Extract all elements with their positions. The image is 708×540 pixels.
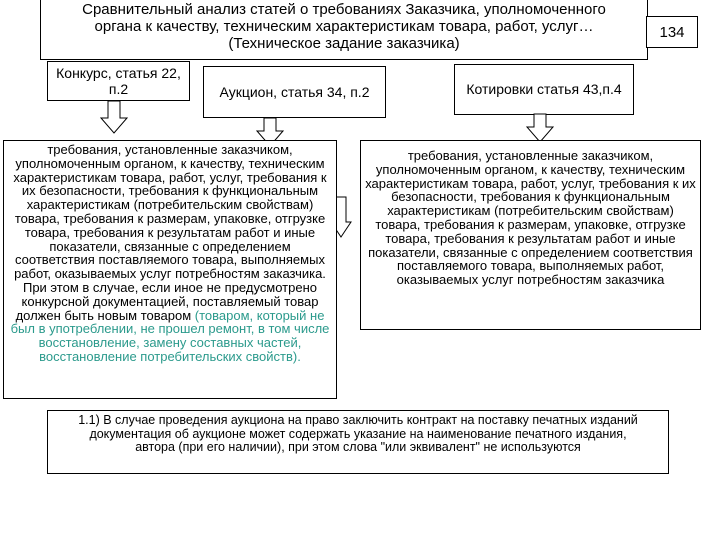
- quotes-label: Котировки статья 43,п.4: [466, 81, 622, 97]
- auction-box: [203, 66, 386, 118]
- konkurs-box: [47, 61, 190, 101]
- konkurs-label: Конкурс, статья 22, п.2: [56, 65, 181, 97]
- quotes-box: [454, 64, 634, 115]
- note-text: 1.1) В случае проведения аукциона на право заключить контракт на поставку печатных изданий документация об аукционе может содержать указание на наименование печатного издания, автора (при его наличии), при этом слова "или эквивалент" не используются: [78, 413, 638, 454]
- right-requirements-text: требования, установленные заказчиком, уполномоченным органом, к качеству, техническим характеристикам товара, работ, услуг, требования к их безопасности, требования к функциональным характеристикам (потребительским свойствам) товара, требования к размерам, упаковке, отгрузке товара, требования к результатам работ и иные показатели, связанные с определением соответствия поставляемого товара, выполняемых работ, оказываемых услуг потребностям заказчика: [365, 148, 696, 288]
- page-number-box: [646, 16, 698, 48]
- title-box: [40, 0, 648, 60]
- left-requirements-text: требования, установленные заказчиком, уполномоченным органом, к качеству, техническим характеристикам товара, работ, услуг, требования к их безопасности, требования к функциональным характеристикам (потребительским свойствам) товара, требования к размерам, упаковке, отгрузке товара, требования к результатам работ и иные показатели, связанные с определением соответствия поставляемого товара, выполняемых работ, оказываемых услуг потребностям заказчика. При этом в случае, если иное не предусмотрено конкурсной документацией, поставляемый товар должен быть новым товаром: [13, 142, 327, 323]
- page-title: [82, 1, 606, 52]
- title-line-1: Сравнительный анализ статей о требованиях Заказчика, уполномоченного: [82, 1, 606, 18]
- left-requirements-highlight: (товаром, который не был в употреблении, не прошел ремонт, в том числе восстановление, замену составных частей, восстановление потребительских свойств).: [10, 307, 330, 364]
- right-requirements-box: [360, 140, 701, 330]
- note-box: [47, 410, 669, 474]
- left-requirements-box: [3, 140, 337, 399]
- title-line-2: органа к качеству, техническим характеристикам товара, работ, услуг…: [94, 18, 594, 35]
- auction-label: Аукцион, статья 34, п.2: [219, 83, 370, 100]
- page-number: 134: [659, 23, 685, 41]
- title-line-3: (Техническое задание заказчика): [228, 35, 460, 52]
- arrow-konkurs-down-icon: [100, 100, 128, 134]
- arrow-quotes-down-icon: [526, 113, 554, 143]
